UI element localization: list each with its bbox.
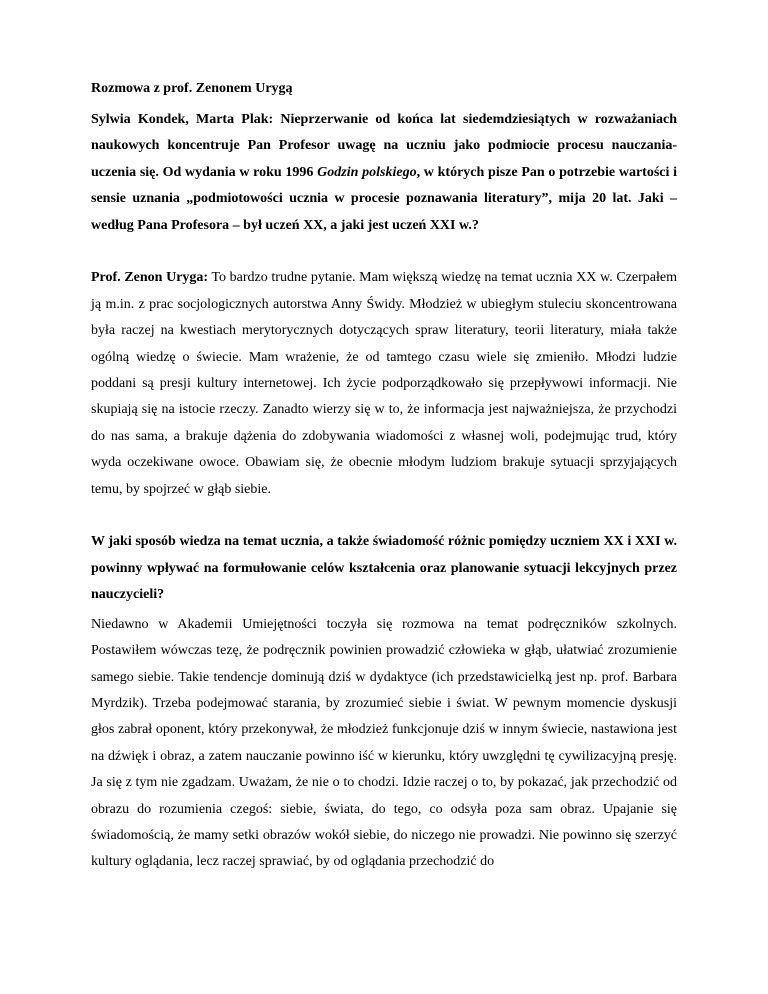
answer-1-text: To bardzo trudne pytanie. Mam większą wiedzę na temat ucznia XX w. Czerpałem ją m.in. z prac socjologicznych autorstwa Anny Świdy. Młodzież w ubiegłym stuleciu skoncentrowana była raczej na kwestiach merytorycznych dotyczących spraw literatury, teorii literatury, miała także ogólną wiedzę o świecie. Mam wrażenie, że od tamtego czasu wiele się zmieniło. Młodzi ludzie poddani są presji kultury internetowej. Ich życie podporządkowało się przepływowi informacji. Nie skupiają się na istocie rzeczy. Zanadto wierzy się w to, że informacja jest najważniejsza, że przychodzi do nas sama, a brakuje dążenia do zdobywania wiadomości z własnej woli, podejmując trud, który wyda oczekiwane owoce. Obawiam się, że obecnie młodym ludziom brakuje sytuacji sprzyjających temu, by spojrzeć w głąb siebie. [91,270,677,497]
question-1 [91,107,677,239]
answer-1 [91,265,677,503]
question-1-speaker: Sylwia Kondek, Marta Plak: [91,112,274,127]
book-title: Godzin polskiego [317,164,417,180]
paragraph-spacer [91,503,677,529]
paragraph-spacer [91,239,677,265]
answer-1-speaker: Prof. Zenon Uryga: [91,270,209,286]
document-page [91,79,677,876]
question-1-text-after: , w których pisze Pan o potrzebie wartości i sensie uznania „podmiotowości ucznia w procesie poznawania literatury”, mija 20 lat. Jaki – według Pana Profesora – był uczeń XX, a jaki jest uczeń XXI w.? [91,164,677,233]
answer-2: Niedawno w Akademii Umiejętności toczyła się rozmowa na temat podręczników szkolnych. Postawiłem wówczas tezę, że podręcznik powinien prowadzić człowieka w głąb, ułatwiać zrozumienie samego siebie. Takie tendencje dominują dziś w dydaktyce (ich przedstawicielką jest np. prof. Barbara Myrdzik). Trzeba podejmować starania, by zrozumieć siebie i świat. W pewnym momencie dyskusji głos zabrał oponent, który przekonywał, że młodzież funkcjonuje dziś w innym świecie, nastawiona jest na dźwięk i obraz, a zatem nauczanie powinno iść w kierunku, który uwzględni tę cywilizacyjną presję. Ja się z tym nie zgadzam. Uważam, że nie o to chodzi. Idzie raczej o to, by pokazać, jak przechodzić od obrazu do rozumienia czegoś: siebie, świata, do tego, co odsyła poza sam obraz. Upajanie się świadomością, że mamy setki obrazów wokół siebie, do niczego nie prowadzi. Nie powinno się szerzyć kultury oglądania, lecz raczej sprawiać, by od oglądania przechodzić do [91,616,677,870]
question-1-text-before: Nieprzerwanie od końca lat siedemdziesiątych w rozważaniach naukowych koncentruje Pan Profesor uwagę na uczniu jako podmiocie procesu nauczania-uczenia się. Od wydania w roku 1996 [91,112,677,180]
question-2: W jaki sposób wiedza na temat ucznia, a także świadomość różnic pomiędzy uczniem XX i XXI w. powinny wpływać na formułowanie celów kształcenia oraz planowanie sytuacji lekcyjnych przez nauczycieli? [91,534,677,603]
article-title: Rozmowa z prof. Zenonem Urygą [91,81,293,96]
